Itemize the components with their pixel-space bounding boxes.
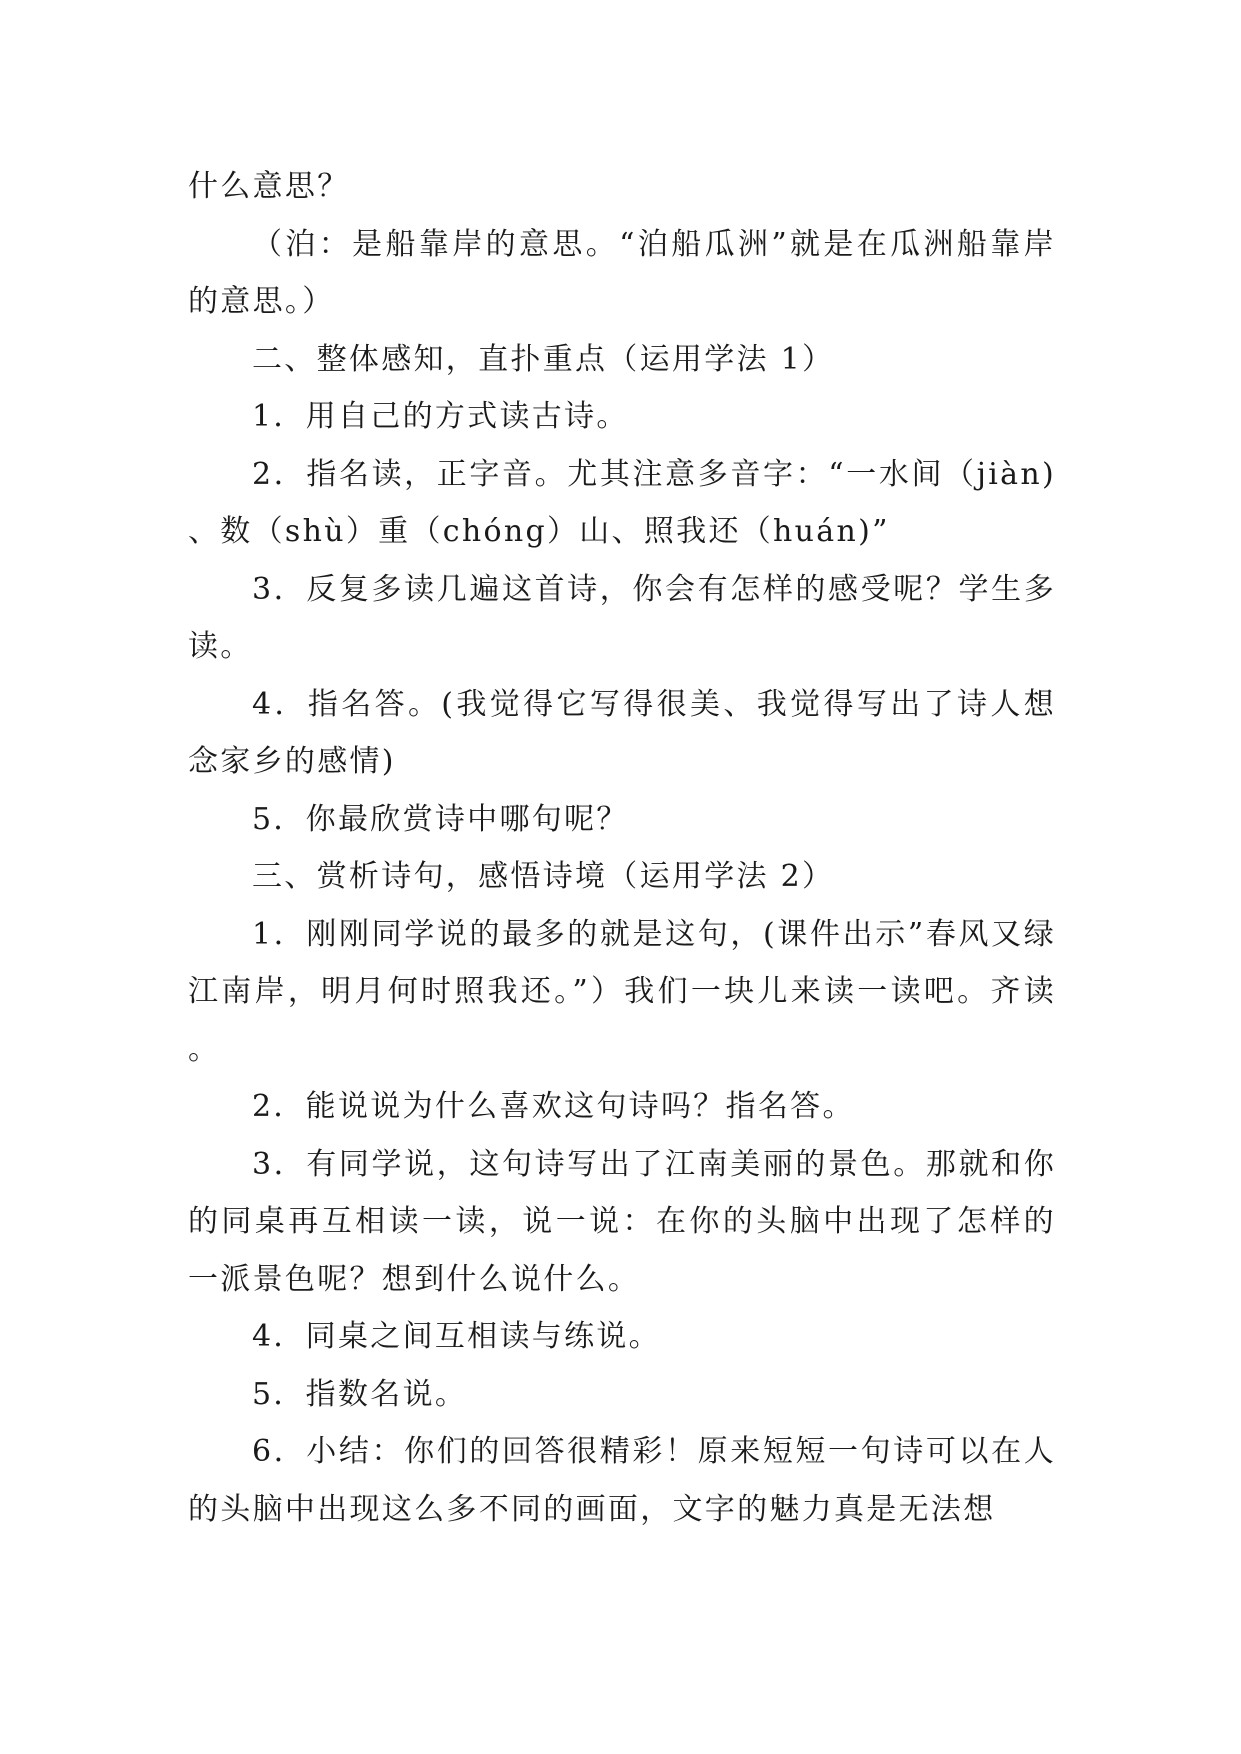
list-item: 4．指名答。(我觉得它写得很美、我觉得写出了诗人想念家乡的感情)	[188, 686, 1056, 779]
list-item: 1．刚刚同学说的最多的就是这句，(课件出示”春风又绿江南岸，明月何时照我还。”）我们一块儿来读一读吧。齐读。	[188, 916, 1056, 1067]
list-item: 2．能说说为什么喜欢这句诗吗？指名答。	[252, 1089, 855, 1124]
paragraph-definition: （泊：是船靠岸的意思。“泊船瓜洲”就是在瓜洲船靠岸的意思。）	[188, 226, 1056, 319]
list-item: 5．你最欣赏诗中哪句呢？	[252, 801, 629, 837]
paragraph-continuation: 什么意思？	[188, 169, 350, 204]
list-item: 3．有同学说，这句诗写出了江南美丽的景色。那就和你的同桌再互相读一读，说一说：在你的头脑中出现了怎样的一派景色呢？想到什么说什么。	[188, 1146, 1056, 1297]
list-item: 4．同桌之间互相读与练说。	[252, 1319, 661, 1354]
document-body	[188, 158, 1056, 1538]
list-item: 5．指数名说。	[252, 1376, 468, 1412]
list-item: 2．指名读，正字音。尤其注意多音字：“一水间（jiàn)、数（shù）重（chóng）山、照我还（huán)”	[188, 456, 1056, 549]
section-heading-2: 二、整体感知，直扑重点（运用学法 1）	[252, 341, 835, 377]
section-heading-3: 三、赏析诗句，感悟诗境（运用学法 2）	[252, 859, 835, 894]
list-item: 3．反复多读几遍这首诗，你会有怎样的感受呢？学生多读。	[188, 571, 1056, 664]
list-item: 6．小结：你们的回答很精彩！原来短短一句诗可以在人的头脑中出现这么多不同的画面，文字的魅力真是无法想	[188, 1434, 1056, 1527]
list-item: 1．用自己的方式读古诗。	[252, 399, 629, 434]
